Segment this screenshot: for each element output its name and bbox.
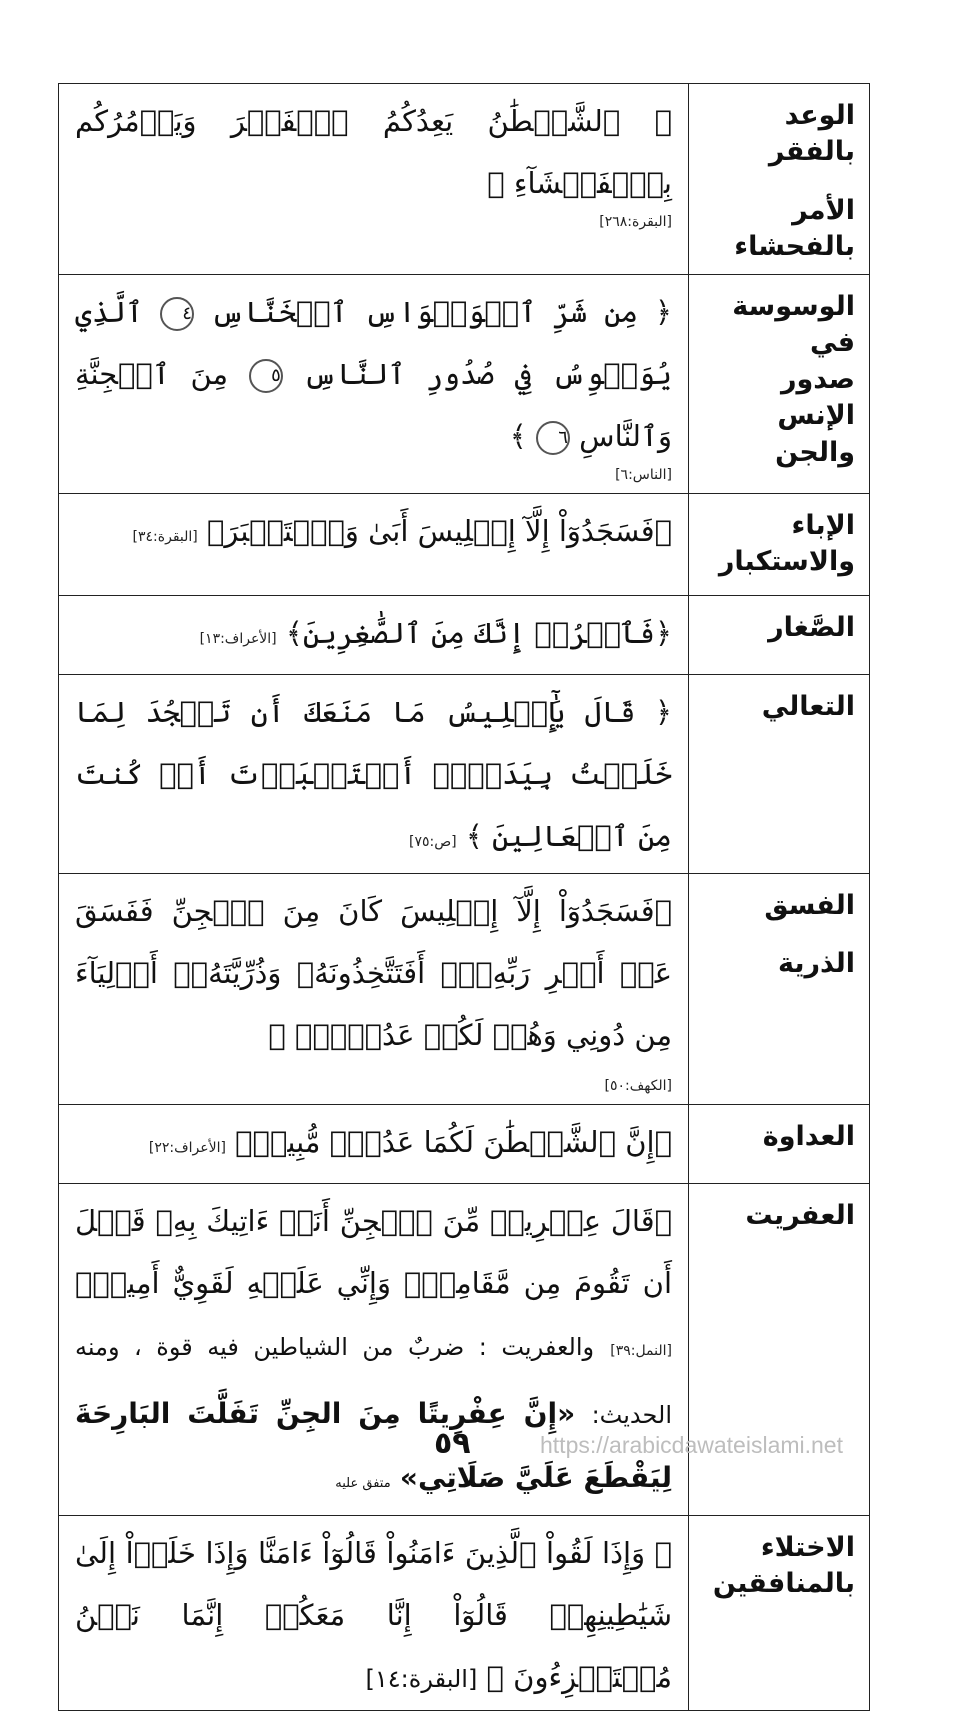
table-row [59,674,870,873]
topic-line: الذرية [777,948,855,980]
verse-text: ﴿ ٱلشَّيۡطَٰنُ يَعِدُكُمُ ٱلۡفَقۡرَ وَيَأۡمُرُكُم بِٱلۡفَحۡشَآءِ ﴾ [75,104,672,200]
verse-cell [59,1183,689,1515]
topic-cell [689,595,870,674]
topic-line: العفريت [745,1199,855,1231]
table-row [59,1104,870,1183]
verse-segment: ﴿إِنَّ ٱلشَّيۡطَٰنَ لَكُمَا عَدُوّٞ مُّبِينٞ﴾ [235,1124,672,1159]
verse-reference: [النمل:٣٩] [610,1342,672,1359]
topic-cell [689,1515,870,1710]
topic-line: بالمنافقين [712,1568,855,1600]
topic-cell [689,674,870,873]
ayah-number-marker: ٦ [536,421,570,455]
verse-reference: [ص:٧٥] [408,833,457,850]
table-row [59,1515,870,1710]
topic-line: الاختلاء [760,1531,855,1563]
verse-text [59,1516,688,1710]
verse-reference: [الأعراف:١٣] [199,630,277,647]
topic-cell [689,84,870,275]
topic-line: الإباء [791,509,855,541]
verse-text [59,675,688,873]
page-number: ٥٩ [434,1426,471,1461]
topic [689,1184,869,1242]
topic-cell [689,1183,870,1515]
topic [689,874,869,991]
verse-segment: ﴾ [509,418,527,453]
topic [689,275,869,479]
verse-cell [59,274,689,493]
topic [689,1516,869,1611]
topic-line: الوعد بالفقر [768,100,855,168]
topic-cell [689,873,870,1104]
topic [689,84,869,274]
verse-cell [59,873,689,1104]
topic-cell [689,274,870,493]
table-row [59,493,870,595]
topic-line: صدور الإنس [777,363,855,432]
verse-segment: ﴿فَٱخۡرُجۡ إِنَّكَ مِنَ ٱلصَّٰغِرِينَ﴾ [285,615,672,650]
verse-segment: ﴿ وَإِذَا لَقُواْ ٱلَّذِينَ ءَامَنُواْ قَالُوٓاْ ءَامَنَّا وَإِذَا خَلَوۡاْ إِلَىٰ شَيَٰطِينِهِمۡ قَالُوٓاْ إِنَّا مَعَكُمۡ إِنَّمَا نَحۡنُ مُسۡتَهۡزِءُونَ ﴾ [75,1535,672,1694]
verse-text [59,1184,688,1515]
verse-reference: [الكهف:٥٠] [604,1077,672,1094]
topic-cell [689,1104,870,1183]
topic-line: العداوة [762,1120,855,1152]
table-row [59,595,870,674]
topic-line: الفسق [764,889,855,921]
topic-line: والجن [775,436,855,468]
table-row [59,1183,870,1515]
verse-reference: [الناس:٦] [615,466,672,483]
topic-line: والاستكبار [718,546,855,578]
table-row [59,84,870,275]
topic [689,1105,869,1163]
verse-reference: [البقرة:٢٦٨] [599,214,672,230]
ayah-number-marker: ٤ [160,297,194,331]
verse-text [59,494,688,568]
verse-segment: ﴿ قَالَ يَٰٓإِبۡلِيسُ مَا مَنَعَكَ أَن تَسۡجُدَ لِمَا خَلَقۡتُ بِيَدَيَّۖ أَسۡتَكۡبَرۡتَ أَمۡ كُنتَ مِنَ ٱلۡعَالِينَ ﴾ [75,694,672,853]
verse-cell [59,674,689,873]
topic [689,596,869,654]
verse-text [59,596,688,670]
verse-reference: [البقرة:١٤] [365,1664,478,1693]
verse-segment: مِنَ ٱلۡجِنَّةِ وَٱلنَّاسِ [75,356,672,453]
ayah-number-marker: ٥ [249,359,283,393]
table-row [59,873,870,1104]
topic [689,675,869,733]
verse-segment: ٱلَّذِي يُوَسۡوِسُ فِي صُدُورِ ٱلنَّاسِ [75,294,673,391]
topic-cell [689,493,870,595]
verse-segment: ﴿ مِن شَرِّ ٱلۡوَسۡوَاسِ ٱلۡخَنَّاسِ [210,294,673,329]
verse-cell [59,1104,689,1183]
hadith-quote: «إِنَّ عِفْرِيتًا مِنَ الجِنِّ تَفَلَّتَ البَارِحَةَ لِيَقْطَعَ عَلَيَّ صَلَاتِي» [75,1396,672,1494]
verse-cell [59,595,689,674]
topic [689,494,869,589]
verse-cell [59,493,689,595]
verse-text: ﴿فَسَجَدُوٓاْ إِلَّآ إِبۡلِيسَ كَانَ مِنَ ٱلۡجِنِّ فَفَسَقَ عَنۡ أَمۡرِ رَبِّهِۦٓۗ أَفَتَتَّخِذُونَهُۥ وَذُرِّيَّتَهُۥٓ أَوۡلِيَآءَ مِن دُونِي وَهُمۡ لَكُمۡ عَدُوُّۢۚ ﴾ [75,893,672,1052]
watermark-url[interactable]: https://arabicdawateislami.net [540,1432,843,1458]
explanation-text: والعفريت : ضربٌ من الشياطين فيه قوة ، ومنه الحديث: [75,1332,672,1429]
hadith-source: متفق عليه [335,1475,391,1491]
topic-line: الصَّغار [768,611,855,643]
verse-cell [59,1515,689,1710]
verse-segment: ﴿فَسَجَدُوٓاْ إِلَّآ إِبۡلِيسَ أَبَىٰ وَٱسۡتَكۡبَرَ﴾ [206,513,672,548]
topic-line: التعالي [761,690,855,722]
verse-reference: [البقرة:٣٤] [132,528,198,545]
verse-text [59,275,688,467]
topics-table [58,83,870,1711]
table-row [59,274,870,493]
verse-text [59,1105,688,1179]
topic-line: الوسوسة في [732,290,855,359]
verse-reference: [الأعراف:٢٢] [148,1139,226,1156]
verse-cell [59,84,689,275]
verse-segment: ﴿قَالَ عِفۡرِيتٞ مِّنَ ٱلۡجِنِّ أَنَا۠ ءَاتِيكَ بِهِۦ قَبۡلَ أَن تَقُومَ مِن مَّقَامِكَۖ وَإِنِّي عَلَيۡهِ لَقَوِيٌّ أَمِينٞ﴾ [75,1203,672,1300]
topic-line: الأمر بالفحشاء [734,194,855,263]
